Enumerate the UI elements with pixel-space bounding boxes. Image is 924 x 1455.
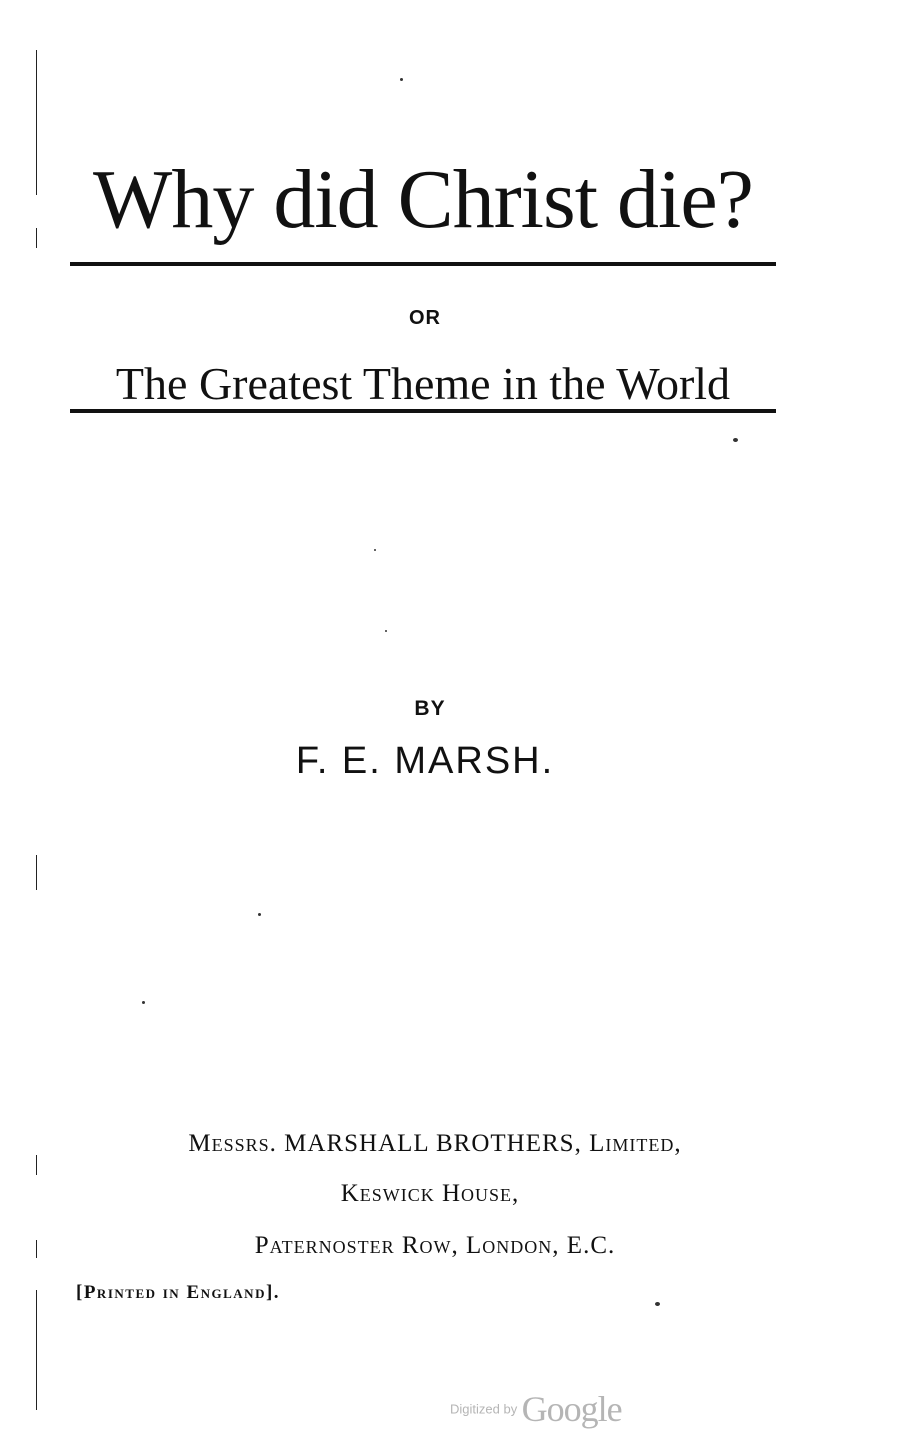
or-connector: OR [409,307,441,329]
publisher-name: Messrs. MARSHALL BROTHERS, Limited, [188,1130,682,1157]
publisher-address: Paternoster Row, London, E.C. [254,1232,616,1259]
scan-edge-mark [36,1155,37,1175]
scan-edge-mark [36,1290,37,1410]
scan-speck [374,549,376,551]
scan-speck [400,78,403,81]
scan-speck [385,630,387,632]
author-name: F. E. MARSH. [295,740,555,782]
watermark-prefix: Digitized by [450,1401,518,1417]
publisher-house: Keswick House, [340,1180,520,1207]
watermark-brand-logo: Google [521,1389,622,1429]
scan-speck [655,1302,660,1306]
scan-speck [733,438,738,442]
scan-speck [142,1001,145,1004]
subtitle-underline [70,409,776,413]
title-underline [70,262,776,266]
scan-edge-mark [36,855,37,890]
book-title: Why did Christ die? [93,153,753,246]
digitization-watermark [450,1388,650,1430]
scan-edge-mark [36,50,37,195]
book-subtitle: The Greatest Theme in the World [115,358,731,409]
scan-edge-mark [36,228,37,248]
by-label: BY [414,697,446,720]
printed-note: [Printed in England]. [76,1282,281,1303]
scan-speck [258,913,261,916]
